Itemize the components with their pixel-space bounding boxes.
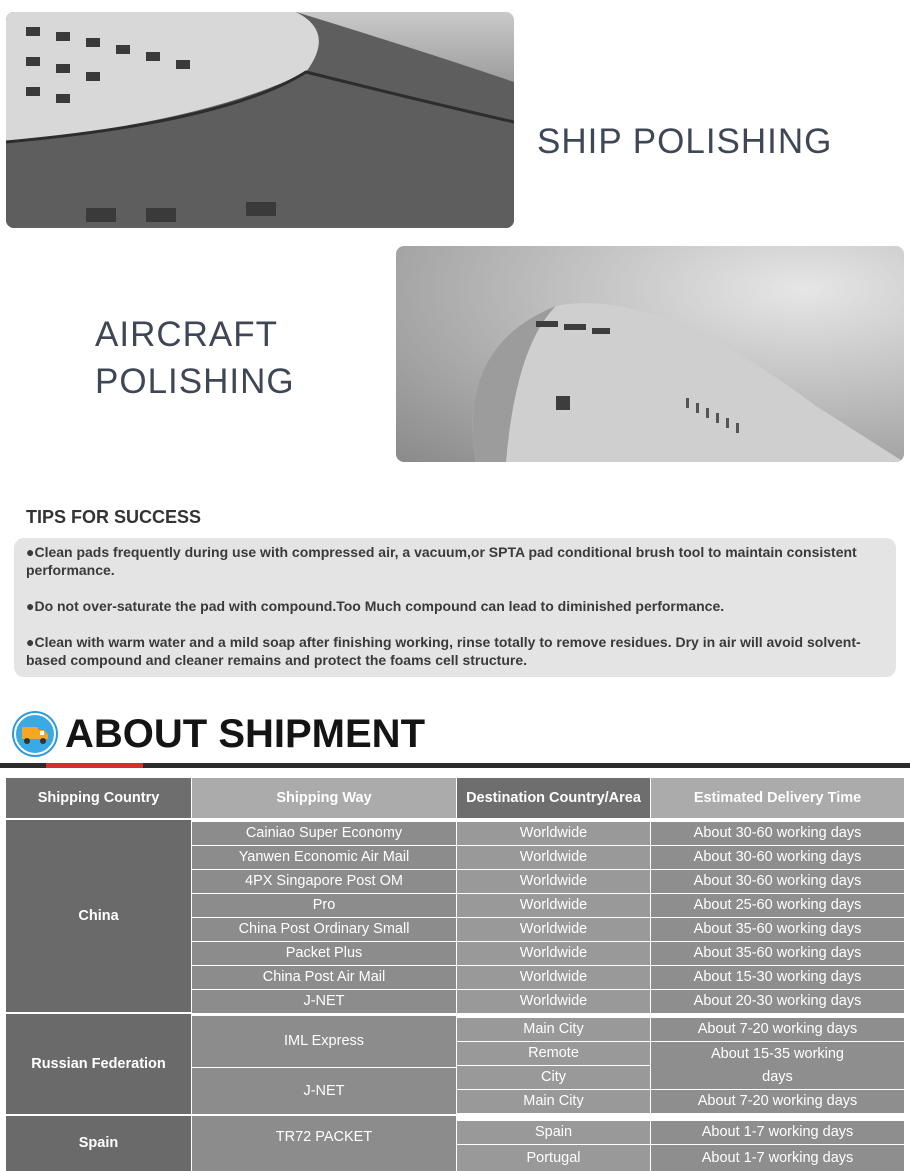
table-cell-way: Cainiao Super Economy <box>192 822 456 846</box>
table-cell-dest: Worldwide <box>457 942 650 966</box>
table-cell-way: China Post Air Mail <box>192 966 456 990</box>
table-cell-dest: Worldwide <box>457 894 650 918</box>
ship-polishing-title: SHIP POLISHING <box>537 122 833 161</box>
table-cell-way: IML Express <box>192 1016 456 1068</box>
country-china: China <box>6 820 191 1012</box>
aircraft-nose-graphic <box>396 246 904 462</box>
delivery-truck-icon <box>12 711 58 757</box>
table-cell-eta: About 1-7 working days <box>651 1121 904 1145</box>
aircraft-title-line2: POLISHING <box>95 362 295 401</box>
table-cell-eta: days <box>651 1066 904 1090</box>
table-cell-dest: Worldwide <box>457 966 650 990</box>
table-cell-way: 4PX Singapore Post OM <box>192 870 456 894</box>
table-cell-way: Packet Plus <box>192 942 456 966</box>
country-spain: Spain <box>6 1116 191 1171</box>
tip-item: ●Do not over-saturate the pad with compound.Too Much compound can lead to diminished performance. <box>26 598 725 614</box>
header-shipping-country: Shipping Country <box>6 778 191 818</box>
table-cell-dest: Spain <box>457 1121 650 1145</box>
table-cell-eta: About 35-60 working days <box>651 942 904 966</box>
table-cell-dest: Main City <box>457 1018 650 1042</box>
table-cell-dest: Worldwide <box>457 870 650 894</box>
table-cell-dest: Worldwide <box>457 846 650 870</box>
table-cell-dest: Main City <box>457 1090 650 1114</box>
tip-item: ●Clean with warm water and a mild soap after finishing working, rinse totally to remove residues. Dry in air will avoid solvent-based compound and cleaner remains and protect the foams cell structure. <box>26 634 861 668</box>
header-delivery-time: Estimated Delivery Time <box>651 778 904 818</box>
tips-box <box>14 538 896 677</box>
table-cell-eta: About 30-60 working days <box>651 822 904 846</box>
table-cell-dest: Remote <box>457 1042 650 1066</box>
table-cell-eta: About 1-7 working days <box>651 1145 904 1171</box>
section-divider-accent <box>46 763 143 768</box>
header-destination: Destination Country/Area <box>457 778 650 818</box>
aircraft-title-line1: AIRCRAFT <box>95 315 278 354</box>
table-cell-eta: About 15-30 working days <box>651 966 904 990</box>
ship-hull-graphic <box>6 12 514 228</box>
header-shipping-way: Shipping Way <box>192 778 456 818</box>
table-cell-dest: Worldwide <box>457 918 650 942</box>
table-cell-eta: About 7-20 working days <box>651 1090 904 1114</box>
aircraft-polishing-title <box>95 311 295 405</box>
tip-item: ●Clean pads frequently during use with compressed air, a vacuum,or SPTA pad conditional brush tool to maintain consistent performance. <box>26 544 857 578</box>
table-cell-eta: About 30-60 working days <box>651 870 904 894</box>
table-cell-way: Yanwen Economic Air Mail <box>192 846 456 870</box>
table-cell-way: TR72 PACKET <box>192 1116 456 1159</box>
table-cell-eta: About 25-60 working days <box>651 894 904 918</box>
table-cell-dest: Worldwide <box>457 990 650 1014</box>
about-shipment-title: ABOUT SHIPMENT <box>65 712 425 756</box>
country-russia: Russian Federation <box>6 1014 191 1114</box>
table-cell-way: Pro <box>192 894 456 918</box>
table-cell-way: J-NET <box>192 1068 456 1114</box>
ship-photo <box>6 12 514 228</box>
table-cell-eta: About 35-60 working days <box>651 918 904 942</box>
table-cell-dest: Worldwide <box>457 822 650 846</box>
table-cell-way-fill <box>192 1159 456 1171</box>
table-cell-dest: Portugal <box>457 1145 650 1171</box>
table-cell-dest: City <box>457 1066 650 1090</box>
table-cell-eta: About 20-30 working days <box>651 990 904 1014</box>
aircraft-photo <box>396 246 904 462</box>
tips-title: TIPS FOR SUCCESS <box>26 507 202 527</box>
table-cell-eta: About 15-35 working <box>651 1042 904 1066</box>
table-cell-way: China Post Ordinary Small <box>192 918 456 942</box>
table-cell-eta: About 30-60 working days <box>651 846 904 870</box>
table-cell-eta: About 7-20 working days <box>651 1018 904 1042</box>
table-cell-way: J-NET <box>192 990 456 1014</box>
